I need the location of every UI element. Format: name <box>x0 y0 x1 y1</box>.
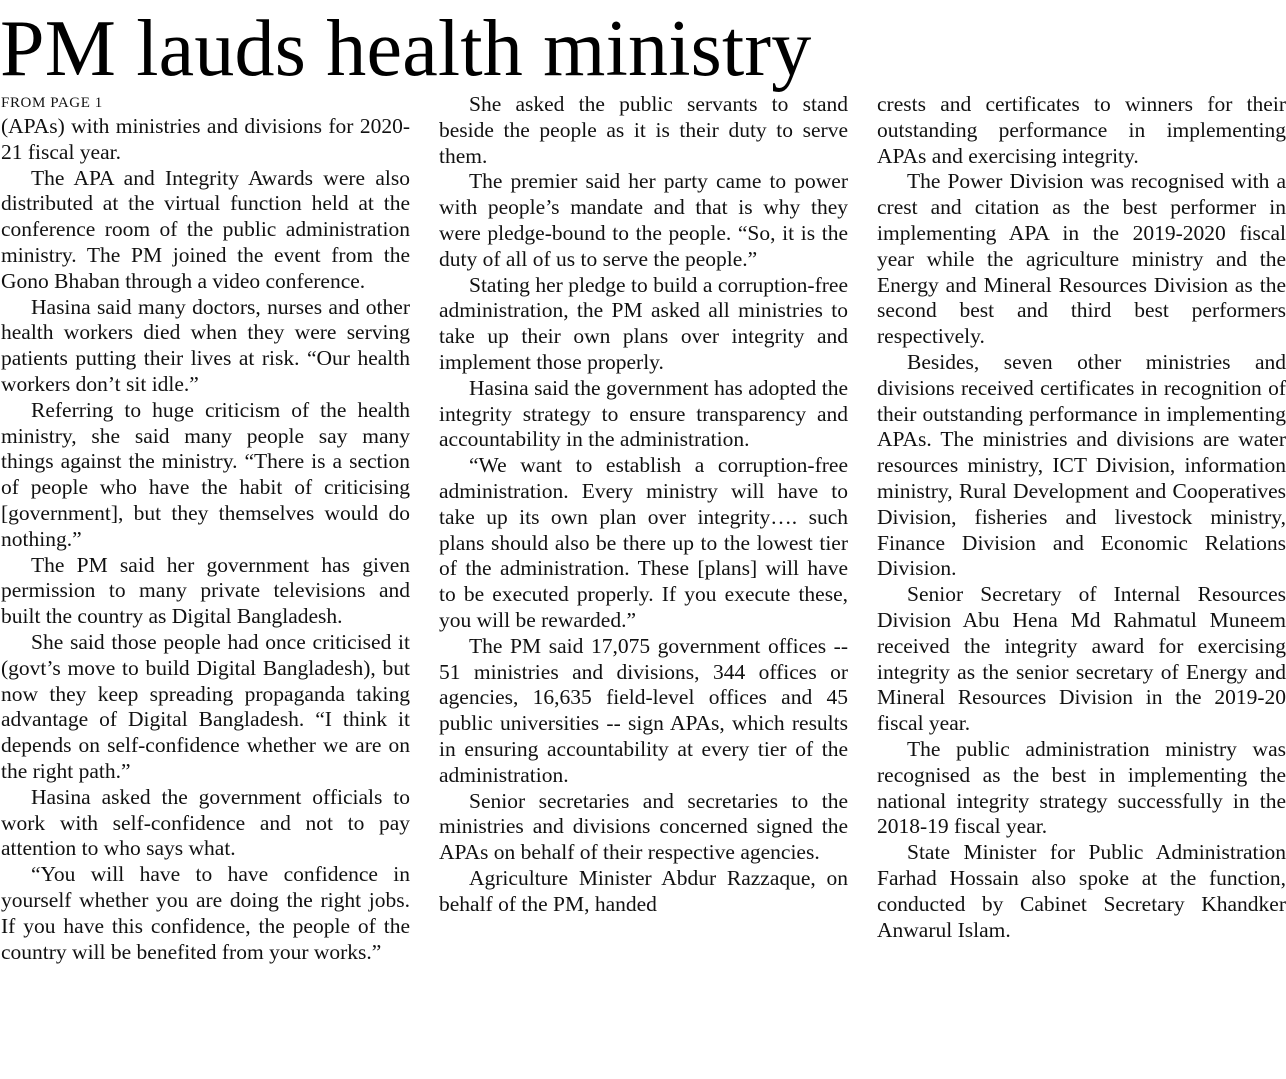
paragraph: Besides, seven other ministries and divisions received certificates in recognition of their outstanding performance in implementing APAs. The ministries and divisions are water resources ministry, ICT Division, information ministry, Rural Development and Cooperatives Division, fisheries and livestock ministry, Finance Division and Economic Relations Division. <box>877 349 1286 581</box>
paragraph: Stating her pledge to build a corruption-free administration, the PM asked all ministries to take up their own plans over integrity and implement those properly. <box>439 272 848 374</box>
paragraph: State Minister for Public Administration Farhad Hossain also spoke at the function, conducted by Cabinet Secretary Khandker Anwarul Islam. <box>877 840 1286 942</box>
headline: PM lauds health ministry <box>0 5 812 93</box>
paragraph: Hasina asked the government officials to work with self-confidence and not to pay attention to who says what. <box>1 784 410 861</box>
paragraph: Hasina said the government has adopted the integrity strategy to ensure transparency and accountability in the administration. <box>439 375 848 452</box>
continuation-kicker: FROM PAGE 1 <box>1 95 103 111</box>
paragraph: The Power Division was recognised with a crest and citation as the best performer in implementing APA in the 2019-2020 fiscal year while the agriculture ministry and the Energy and Mineral Resources Division as the second best and third best performers respectively. <box>877 169 1286 349</box>
paragraph: The PM said her government has given permission to many private televisions and built the country as Digital Bangladesh. <box>1 552 410 629</box>
paragraph: The premier said her party came to power with people’s mandate and that is why they were pledge-bound to the people. “So, it is the duty of all of us to serve the people.” <box>439 169 848 271</box>
paragraph: Agriculture Minister Abdur Razzaque, on behalf of the PM, handed <box>439 865 848 916</box>
paragraph: She asked the public servants to stand beside the people as it is their duty to serve them. <box>439 92 848 168</box>
paragraph: “You will have to have confidence in yourself whether you are doing the right jobs. If you have this confidence, the people of the country will be benefited from your works.” <box>1 862 410 964</box>
paragraph: Referring to huge criticism of the health ministry, she said many people say many things against the ministry. “There is a section of people who have the habit of criticising [government], but they themselves would do nothing.” <box>1 397 410 551</box>
article-column-2 <box>439 92 848 918</box>
article-column-3 <box>877 92 1286 943</box>
paragraph: Senior Secretary of Internal Resources Division Abu Hena Md Rahmatul Muneem received the integrity award for exercising integrity as the senior secretary of Energy and Mineral Resources Division in the 2019-20 fiscal year. <box>877 582 1286 736</box>
paragraph: She said those people had once criticised it (govt’s move to build Digital Bangladesh), but now they keep spreading propaganda taking advantage of Digital Bangladesh. “I think it depends on self-confidence whether we are on the right path.” <box>1 629 410 783</box>
article-column-1 <box>1 92 410 965</box>
paragraph: The public administration ministry was recognised as the best in implementing the national integrity strategy successfully in the 2018-19 fiscal year. <box>877 736 1286 839</box>
paragraph: The PM said 17,075 government offices -- 51 ministries and divisions, 344 offices or agencies, 16,635 field-level offices and 45 public universities -- sign APAs, which results in ensuring accountability at every tier of the administration. <box>439 633 848 787</box>
paragraph: Senior secretaries and secretaries to the ministries and divisions concerned signed the APAs on behalf of their respective agencies. <box>439 788 848 865</box>
paragraph: crests and certificates to winners for their outstanding performance in implementing APAs and exercising integrity. <box>877 92 1286 168</box>
paragraph: The APA and Integrity Awards were also distributed at the virtual function held at the conference room of the public administration ministry. The PM joined the event from the Gono Bhaban through a video conference. <box>1 165 410 293</box>
paragraph: “We want to establish a corruption-free administration. Every ministry will have to take up its own plan over integrity…. such plans should also be there up to the lowest tier of the administration. These [plans] will have to be executed properly. If you execute these, you will be rewarded.” <box>439 453 848 632</box>
paragraph: (APAs) with ministries and divisions for 2020-21 fiscal year. <box>1 114 410 164</box>
paragraph: Hasina said many doctors, nurses and other health workers died when they were serving patients putting their lives at risk. “Our health workers don’t sit idle.” <box>1 294 410 396</box>
